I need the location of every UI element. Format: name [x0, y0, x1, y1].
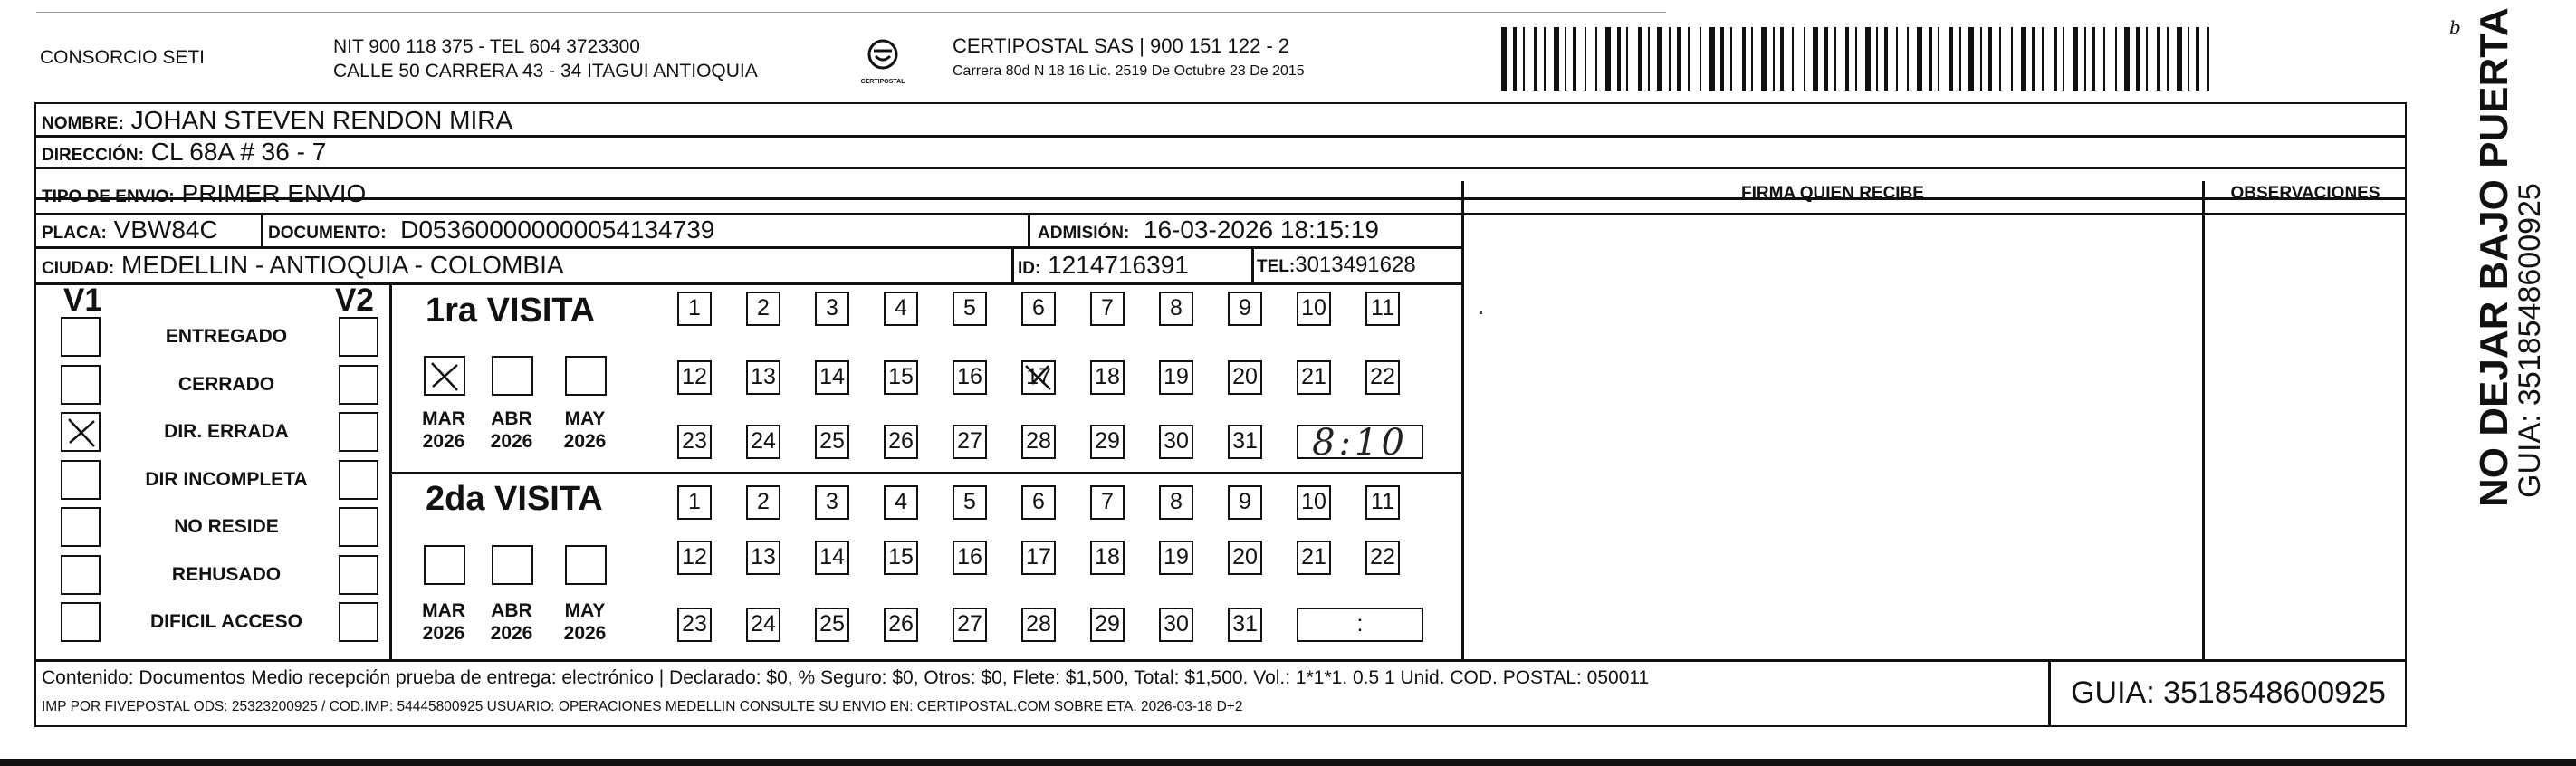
rule [1028, 213, 1030, 247]
barcode-bar [1720, 27, 1724, 91]
barcode-bar [1813, 27, 1818, 91]
v1-header: V1 [63, 282, 102, 318]
nombre-row [42, 106, 512, 135]
firma-header: FIRMA QUIEN RECIBE [1741, 184, 1924, 203]
barcode-bar [2207, 27, 2209, 91]
barcode-bar [2124, 27, 2130, 91]
ciudad-label: CIUDAD: [42, 259, 115, 278]
day-box[interactable]: 1 [677, 292, 712, 326]
direccion-value: CL 68A # 36 - 7 [150, 138, 327, 166]
v1-checkbox[interactable] [61, 365, 101, 405]
month-year: 2026 [422, 623, 465, 644]
day-box[interactable]: 11 [1365, 485, 1400, 520]
rule [1251, 246, 1254, 282]
month-checkbox[interactable] [424, 545, 465, 585]
month-year: 2026 [563, 431, 607, 452]
barcode-bar [1700, 27, 1701, 91]
barcode-bar [2146, 27, 2148, 91]
side-guia: GUIA: 3518548600925 [2513, 183, 2547, 498]
month-label [558, 599, 612, 645]
id-row [1018, 251, 1189, 280]
nit-line: NIT 900 118 375 - TEL 604 3723300 [333, 36, 640, 57]
corner-mark: b [2449, 16, 2461, 38]
rule [34, 282, 1463, 285]
barcode-bar [2196, 27, 2199, 91]
day-box[interactable]: 14 [815, 360, 849, 395]
day-box[interactable]: 20 [1228, 360, 1262, 395]
day-box[interactable]: 12 [677, 360, 712, 395]
tel-row [1257, 253, 1416, 278]
barcode-bar [2073, 27, 2078, 91]
barcode-bar [1501, 27, 1507, 91]
day-box[interactable]: 4 [884, 292, 918, 326]
day-box[interactable]: 12 [677, 541, 712, 575]
day-box[interactable]: 15 [884, 360, 918, 395]
barcode-bar [1605, 27, 1611, 91]
day-box[interactable]: 22 [1365, 360, 1400, 395]
month-checkbox[interactable] [424, 356, 465, 396]
barcode-bar [2032, 27, 2035, 91]
v1-checkbox[interactable] [61, 507, 101, 547]
v2-checkbox[interactable] [339, 365, 378, 405]
month-name: MAY [564, 408, 606, 429]
rule [389, 282, 392, 659]
day-box[interactable]: 15 [884, 541, 918, 575]
day-box[interactable]: 7 [1090, 485, 1125, 520]
top-edge [36, 12, 1666, 13]
barcode-bar [1751, 27, 1753, 91]
month-label [484, 407, 539, 453]
id-label: ID: [1018, 259, 1041, 278]
barcode-bar [1855, 27, 1857, 91]
admision-row [1038, 215, 1379, 244]
day-box[interactable]: 8 [1159, 485, 1193, 520]
month-label [417, 407, 471, 453]
barcode-bar [1513, 27, 1517, 91]
barcode-bar [1595, 27, 1597, 91]
nombre-label: NOMBRE: [42, 114, 124, 133]
license-line: Carrera 80d N 18 16 Lic. 2519 De Octubre 23 De 2015 [953, 63, 1305, 79]
day-box[interactable]: 3 [815, 292, 849, 326]
barcode-bar [1792, 27, 1794, 91]
admision-label: ADMISIÓN: [1038, 224, 1130, 243]
status-option-label: ENTREGADO [165, 326, 288, 347]
barcode-bar [1544, 27, 1546, 91]
barcode-bar [2115, 27, 2117, 91]
day-box[interactable]: 5 [953, 485, 987, 520]
barcode-bar [1804, 27, 1805, 91]
month-label [558, 407, 612, 453]
day-box[interactable]: 18 [1090, 541, 1125, 575]
bottom-edge [0, 759, 2576, 766]
day-box[interactable]: 17 [1021, 360, 1056, 395]
day-box[interactable]: 31 [1228, 425, 1262, 459]
barcode-bar [1959, 27, 1961, 91]
day-box[interactable]: 18 [1090, 360, 1125, 395]
barcode-bar [1824, 27, 1828, 91]
company-name: CONSORCIO SETI [40, 47, 206, 68]
documento-label: DOCUMENTO: [268, 224, 387, 243]
barcode-bar [1761, 27, 1767, 91]
day-box[interactable]: 20 [1228, 541, 1262, 575]
barcode-bar [1980, 27, 1982, 91]
barcode [1501, 27, 2226, 91]
first-visit-title: 1ra VISITA [426, 292, 596, 330]
rule [389, 472, 1463, 474]
observaciones-header: OBSERVACIONES [2230, 184, 2380, 203]
barcode-bar [2092, 27, 2095, 91]
v2-checkbox[interactable] [339, 317, 378, 357]
direccion-label: DIRECCIÓN: [42, 146, 144, 165]
tel-label: TEL: [1257, 257, 1296, 276]
month-checkbox[interactable] [492, 545, 533, 585]
day-box[interactable]: 3 [815, 485, 849, 520]
barcode-bar [1709, 27, 1715, 91]
day-box[interactable]: 17 [1021, 541, 1056, 575]
barcode-bar [1896, 27, 1898, 91]
barcode-bar [2167, 27, 2169, 91]
month-checkbox[interactable] [565, 545, 607, 585]
day-box[interactable]: 30 [1159, 425, 1193, 459]
barcode-bar [2054, 27, 2057, 91]
barcode-bar [1884, 27, 1888, 91]
tel-value: 3013491628 [1295, 253, 1416, 277]
documento-value: D053600000000054134739 [400, 215, 715, 244]
v2-checkbox[interactable] [339, 507, 378, 547]
barcode-bar [1929, 27, 1932, 91]
month-year: 2026 [563, 623, 607, 644]
barcode-bar [2042, 27, 2044, 91]
day-box[interactable]: 25 [815, 425, 849, 459]
placa-value: VBW84C [113, 215, 218, 244]
day-box[interactable]: 26 [884, 608, 918, 642]
v1-checkbox[interactable] [61, 460, 101, 500]
time-box[interactable] [1297, 422, 1423, 464]
day-box[interactable]: 10 [1297, 292, 1331, 326]
day-box[interactable]: 9 [1228, 485, 1262, 520]
status-option-label: DIR. ERRADA [164, 421, 289, 442]
day-box[interactable]: 9 [1228, 292, 1262, 326]
day-box[interactable]: 10 [1297, 485, 1331, 520]
direccion-row [42, 138, 326, 167]
day-box[interactable]: 14 [815, 541, 849, 575]
barcode-bar [1554, 27, 1559, 91]
v1-checkbox[interactable] [61, 602, 101, 642]
day-box[interactable]: 31 [1228, 608, 1262, 642]
barcode-bar [1907, 27, 1909, 91]
day-box[interactable]: 27 [953, 608, 987, 642]
barcode-bar [1534, 27, 1537, 91]
day-box[interactable]: 25 [815, 608, 849, 642]
barcode-bar [1865, 27, 1871, 91]
barcode-bar [1999, 27, 2001, 91]
contenido-line: Contenido: Documentos Medio recepción prueba de entrega: electrónico | Declarado: $0, % Seguro: $0, Otros: $0, Flete: $1,500, Total: $1,500. Vol.: 1*1*1. 0.5 1 Unid. COD. POSTAL: 050011 [42, 667, 1650, 688]
admision-value: 16-03-2026 18:15:19 [1143, 215, 1379, 244]
status-option-label: DIR INCOMPLETA [145, 468, 308, 490]
barcode-bar [1988, 27, 1992, 91]
barcode-bar [1626, 27, 1628, 91]
barcode-bar [1585, 27, 1586, 91]
ciudad-value: MEDELLIN - ANTIOQUIA - COLOMBIA [121, 251, 564, 279]
month-year: 2026 [422, 431, 465, 452]
day-box[interactable]: 4 [884, 485, 918, 520]
month-name: ABR [491, 600, 532, 621]
day-box[interactable]: 22 [1365, 541, 1400, 575]
barcode-bar [1773, 27, 1775, 91]
day-box[interactable]: 6 [1021, 292, 1056, 326]
month-checkbox[interactable] [565, 356, 607, 396]
rule [34, 135, 2407, 138]
month-name: MAY [564, 600, 606, 621]
barcode-bar [1677, 27, 1681, 91]
tipo-label: TIPO DE ENVIO: [42, 187, 175, 206]
day-box[interactable]: 13 [746, 360, 780, 395]
v2-checkbox[interactable] [339, 555, 378, 595]
v1-checkbox[interactable] [61, 555, 101, 595]
barcode-bar [2021, 27, 2026, 91]
documento-row [268, 215, 714, 244]
time-box[interactable]: : [1297, 608, 1423, 642]
logo-text: CERTIPOSTAL [860, 79, 905, 85]
barcode-bar [1968, 27, 1974, 91]
day-box[interactable]: 1 [677, 485, 712, 520]
v1-checkbox[interactable] [61, 412, 101, 452]
tipo-row [42, 179, 366, 208]
barcode-bar [2157, 27, 2160, 91]
day-box[interactable]: 24 [746, 608, 780, 642]
v2-checkbox[interactable] [339, 412, 378, 452]
day-box[interactable]: 2 [746, 485, 780, 520]
day-box[interactable]: 19 [1159, 541, 1193, 575]
day-box[interactable]: 2 [746, 292, 780, 326]
barcode-bar [2011, 27, 2013, 91]
day-box[interactable]: 5 [953, 292, 987, 326]
address-line: CALLE 50 CARRERA 43 - 34 ITAGUI ANTIOQUIA [333, 61, 758, 81]
barcode-bar [1648, 27, 1650, 91]
handwritten-time: 8:10 [1312, 422, 1408, 464]
nombre-value: JOHAN STEVEN RENDON MIRA [130, 106, 513, 134]
day-box[interactable]: 30 [1159, 608, 1193, 642]
barcode-bar [1688, 27, 1690, 91]
barcode-bar [2177, 27, 2182, 91]
rule [2202, 181, 2205, 659]
barcode-bar [1834, 27, 1836, 91]
day-box[interactable]: 23 [677, 608, 712, 642]
month-name: ABR [491, 408, 532, 429]
day-box[interactable]: 29 [1090, 608, 1125, 642]
barcode-bar [1917, 27, 1922, 91]
status-option-label: NO RESIDE [174, 516, 279, 537]
day-box[interactable]: 11 [1365, 292, 1400, 326]
imp-line: IMP POR FIVEPOSTAL ODS: 25323200925 / COD.IMP: 54445800925 USUARIO: OPERACIONES MEDELLIN CONSULTE SU ENVIO EN: CERTIPOSTAL.COM SOBRE ETA: 2026-03-18 D+2 [42, 699, 1243, 714]
rule [1011, 246, 1014, 282]
rule [34, 659, 2407, 662]
rule [34, 167, 2407, 169]
day-box[interactable]: 16 [953, 360, 987, 395]
second-visit-title: 2da VISITA [426, 480, 603, 518]
rule [261, 213, 263, 247]
barcode-bar [1657, 27, 1662, 91]
certipostal-line: CERTIPOSTAL SAS | 900 151 122 - 2 [953, 34, 1290, 57]
ciudad-row [42, 251, 564, 280]
day-box[interactable]: 6 [1021, 485, 1056, 520]
month-name: MAR [422, 408, 465, 429]
barcode-bar [1565, 27, 1566, 91]
footer-guia: GUIA: 3518548600925 [2071, 675, 2386, 710]
day-box[interactable]: 27 [953, 425, 987, 459]
barcode-bar [1742, 27, 1746, 91]
placa-label: PLACA: [42, 224, 107, 243]
month-checkbox[interactable] [492, 356, 533, 396]
day-box[interactable]: 24 [746, 425, 780, 459]
month-label [484, 599, 539, 645]
rule [34, 246, 1463, 249]
barcode-bar [1523, 27, 1525, 91]
rule [1461, 181, 1464, 659]
stray-dot [1480, 311, 1482, 314]
status-option-label: DIFICIL ACCESO [149, 611, 302, 632]
day-box[interactable]: 23 [677, 425, 712, 459]
month-year: 2026 [490, 431, 533, 452]
barcode-bar [1617, 27, 1621, 91]
placa-row [42, 215, 218, 244]
barcode-bar [1845, 27, 1849, 91]
id-value: 1214716391 [1048, 251, 1189, 279]
no-dejar-warning: NO DEJAR BAJO PUERTA [2472, 7, 2516, 507]
barcode-bar [1876, 27, 1878, 91]
day-box[interactable]: 28 [1021, 425, 1056, 459]
day-box[interactable]: 21 [1297, 360, 1331, 395]
barcode-bar [2063, 27, 2064, 91]
day-box[interactable]: 29 [1090, 425, 1125, 459]
day-box[interactable]: 28 [1021, 608, 1056, 642]
barcode-bar [2103, 27, 2105, 91]
v2-header: V2 [335, 282, 374, 318]
barcode-bar [1638, 27, 1642, 91]
rule [1463, 213, 2407, 215]
barcode-bar [1730, 27, 1732, 91]
month-year: 2026 [490, 623, 533, 644]
v2-checkbox[interactable] [339, 602, 378, 642]
day-box[interactable]: 19 [1159, 360, 1193, 395]
barcode-bar [2188, 27, 2189, 91]
barcode-bar [1573, 27, 1576, 91]
day-box[interactable]: 16 [953, 541, 987, 575]
barcode-bar [1949, 27, 1953, 91]
month-label [417, 599, 471, 645]
day-box[interactable]: 13 [746, 541, 780, 575]
tipo-value: PRIMER ENVIO [181, 179, 367, 207]
barcode-bar [1780, 27, 1784, 91]
status-option-label: REHUSADO [171, 563, 282, 585]
barcode-bar [1669, 27, 1671, 91]
day-box[interactable]: 26 [884, 425, 918, 459]
day-box[interactable]: 8 [1159, 292, 1193, 326]
month-name: MAR [422, 600, 465, 621]
day-box[interactable]: 21 [1297, 541, 1331, 575]
v1-checkbox[interactable] [61, 317, 101, 357]
certipostal-logo [857, 36, 909, 87]
barcode-bar [1938, 27, 1939, 91]
day-box[interactable]: 7 [1090, 292, 1125, 326]
barcode-bar [2136, 27, 2140, 91]
status-option-label: CERRADO [177, 373, 275, 395]
barcode-bar [2084, 27, 2086, 91]
v2-checkbox[interactable] [339, 460, 378, 500]
